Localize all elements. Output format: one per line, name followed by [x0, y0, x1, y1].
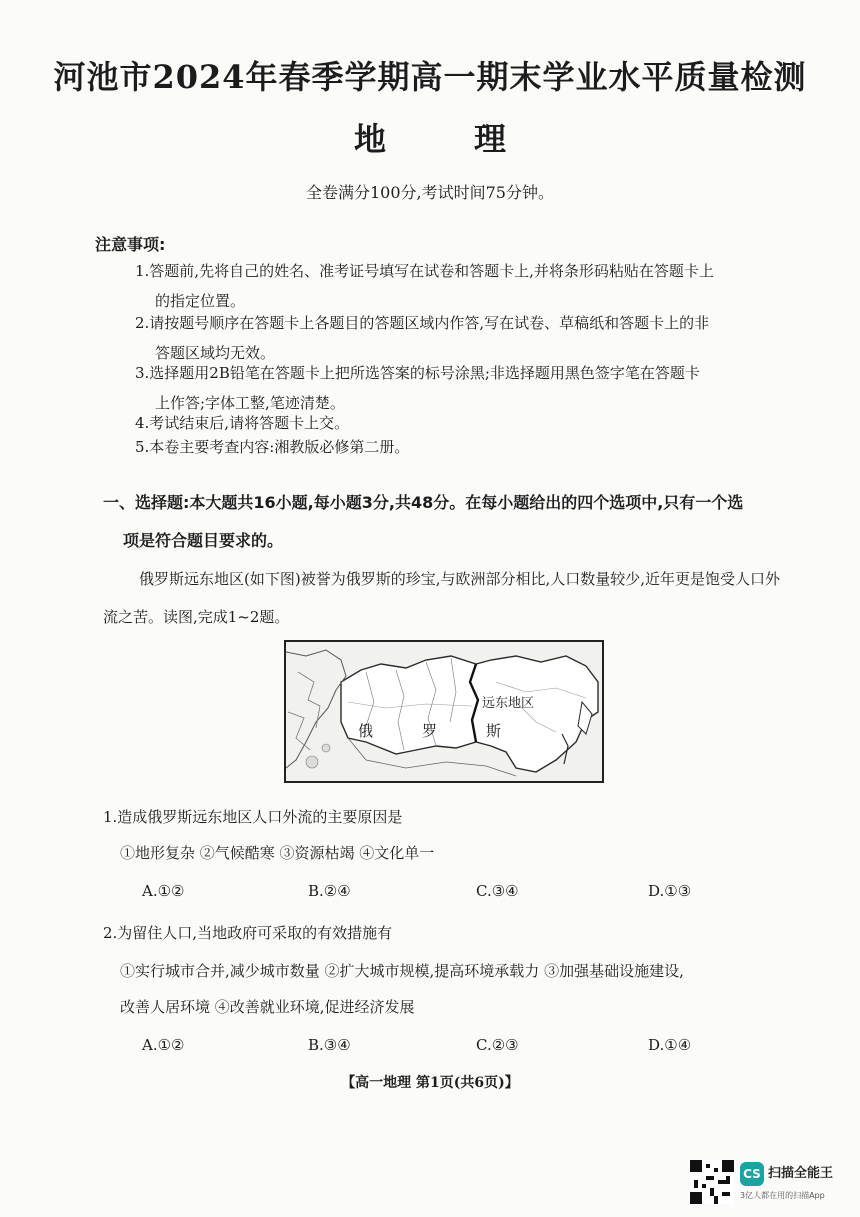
passage-text: 俄罗斯远东地区(如下图)被誉为俄罗斯的珍宝,与欧洲部分相比,人口数量较少,近年更是饱受人口外流之苦。读图,完成1~2题。 — [103, 570, 781, 626]
russia-map — [284, 640, 604, 783]
option-d: D.①④ — [648, 1036, 692, 1054]
option-d: D.①③ — [648, 882, 692, 900]
question-stem: 2.为留住人口,当地政府可采取的有效措施有 — [103, 924, 393, 942]
subject-title: 地理 — [353, 120, 594, 158]
note-text-wrap: 答题区域均无效。 — [155, 344, 276, 362]
map-label-far-east: 远东地区 — [482, 696, 535, 711]
notes-heading: 注意事项: — [95, 235, 166, 254]
scanner-app-name: 扫描全能王 — [768, 1166, 834, 1181]
note-text: 1.答题前,先将自己的姓名、准考证号填写在试卷和答题卡上,并将条形码粘贴在答题卡上 — [135, 262, 714, 280]
option-b: B.②④ — [308, 882, 351, 900]
scanner-app-tagline: 3亿人都在用的扫描App — [740, 1191, 825, 1200]
question-stem: 1.造成俄罗斯远东地区人口外流的主要原因是 — [103, 808, 403, 826]
question-statements: ①地形复杂 ②气候酷寒 ③资源枯竭 ④文化单一 — [120, 844, 435, 862]
option-b: B.③④ — [308, 1036, 351, 1054]
map-label-si: 斯 — [486, 722, 502, 740]
map-label-e: 俄 — [358, 722, 374, 740]
section-heading — [103, 484, 793, 560]
option-c: C.③④ — [476, 882, 519, 900]
cs-logo-icon: CS — [740, 1162, 764, 1186]
note-text: 5.本卷主要考查内容:湘教版必修第二册。 — [135, 438, 410, 456]
note-text-wrap: 上作答;字体工整,笔迹清楚。 — [155, 394, 345, 412]
score-line: 全卷满分100分,考试时间75分钟。 — [306, 183, 554, 202]
option-a: A.①② — [142, 1036, 185, 1054]
question-statements: ①实行城市合并,减少城市数量 ②扩大城市规模,提高环境承载力 ③加强基础设施建设, — [120, 962, 684, 980]
note-text: 4.考试结束后,请将答题卡上交。 — [135, 414, 350, 432]
note-item — [135, 432, 795, 462]
question-statements-cont: 改善人居环境 ④改善就业环境,促进经济发展 — [120, 998, 415, 1016]
qr-code-icon — [690, 1160, 734, 1204]
section-line-1: 一、选择题:本大题共16小题,每小题3分,共48分。在每小题给出的四个选项中,只有一个选 — [103, 493, 744, 512]
exam-title: 河池市2024年春季学期高一期末学业水平质量检测 — [53, 58, 807, 96]
note-item — [135, 256, 795, 316]
section-line-2: 项是符合题目要求的。 — [123, 531, 284, 550]
note-text: 3.选择题用2B铅笔在答题卡上把所选答案的标号涂黑;非选择题用黑色签字笔在答题卡 — [135, 364, 700, 382]
page-footer: 【高一地理 第1页(共6页)】 — [341, 1075, 519, 1091]
option-a: A.①② — [142, 882, 185, 900]
note-text-wrap: 的指定位置。 — [155, 292, 246, 310]
map-drawing — [286, 642, 602, 781]
map-label-luo: 罗 — [422, 722, 438, 740]
option-c: C.②③ — [476, 1036, 519, 1054]
note-text: 2.请按题号顺序在答题卡上各题目的答题区域内作答,写在试卷、草稿纸和答题卡上的非 — [135, 314, 710, 332]
